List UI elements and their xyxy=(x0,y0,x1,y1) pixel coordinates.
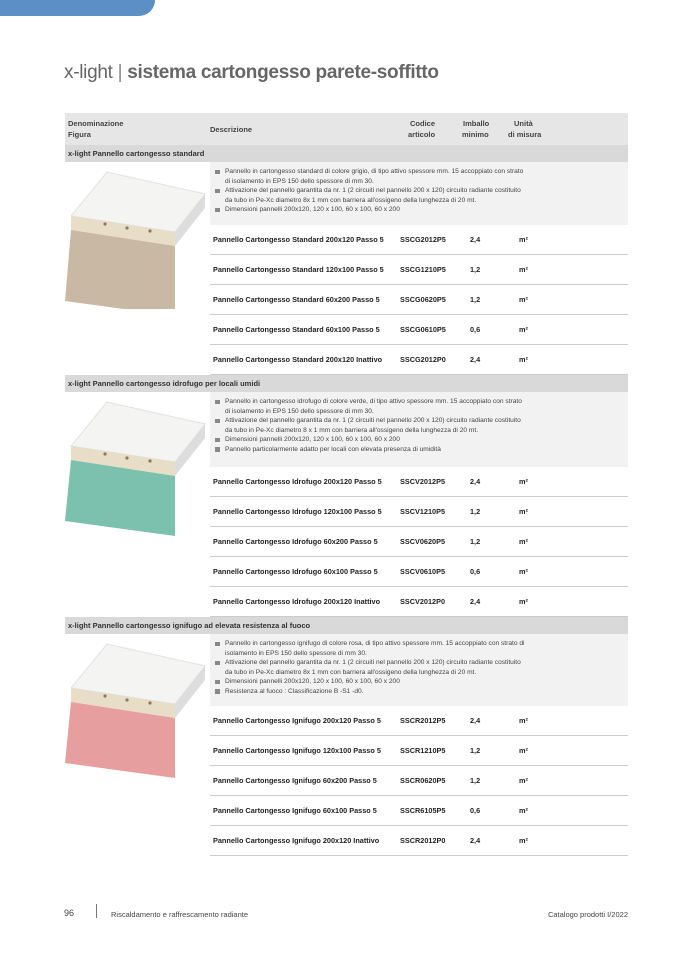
table-row xyxy=(210,497,628,527)
description-bullet: Dimensioni pannelli 200x120, 120 x 100, 60 x 100, 60 x 200 xyxy=(214,435,525,445)
product-pack: 2,4 xyxy=(470,355,481,364)
product-pack: 1,2 xyxy=(470,507,481,516)
table-row xyxy=(210,255,628,285)
header-tab xyxy=(0,0,155,16)
product-pack: 2,4 xyxy=(470,597,481,606)
description-bullet: Dimensioni pannelli 200x120, 120 x 100, 60 x 100, 60 x 200 xyxy=(214,677,525,687)
product-code: SSCV2012P0 xyxy=(400,597,446,606)
product-name: Pannello Cartongesso Standard 60x200 Passo 5 xyxy=(213,295,380,304)
table-row xyxy=(210,225,628,255)
product-section xyxy=(65,145,628,375)
product-name: Pannello Cartongesso Ignifugo 60x100 Passo 5 xyxy=(213,806,377,815)
col-code-1: Codice xyxy=(410,119,436,128)
product-name: Pannello Cartongesso Standard 200x120 Inattivo xyxy=(213,355,383,364)
panel-image xyxy=(65,166,210,309)
col-unit-1: Unità xyxy=(514,119,533,128)
table-row xyxy=(210,345,628,375)
product-code: SSCG0610P5 xyxy=(400,325,446,334)
product-pack: 0,6 xyxy=(470,325,481,334)
table-row xyxy=(210,736,628,766)
product-pack: 2,4 xyxy=(470,235,481,244)
table-row xyxy=(210,587,628,617)
product-name: Pannello Cartongesso Idrofugo 200x120 Inattivo xyxy=(213,597,381,606)
product-unit: m² xyxy=(519,716,528,725)
product-unit: m² xyxy=(519,295,528,304)
product-unit: m² xyxy=(519,235,528,244)
product-unit: m² xyxy=(519,265,528,274)
section-description-row xyxy=(65,392,628,467)
product-pack: 2,4 xyxy=(470,477,481,486)
product-name: Pannello Cartongesso Ignifugo 120x100 Passo 5 xyxy=(213,746,381,755)
table-row xyxy=(210,315,628,345)
col-description: Descrizione xyxy=(210,125,253,134)
table-row xyxy=(210,826,628,856)
product-section xyxy=(65,617,628,856)
col-name-2: Figura xyxy=(68,130,91,139)
title-separator: | xyxy=(117,62,123,83)
description-bullet: Pannello in cartongesso ignifugo di colore rosa, di tipo attivo spessore mm. 15 accoppiato con strato di isolamento in EPS 150 dello spessore di mm 30. xyxy=(214,639,525,658)
section-heading: x-light Pannello cartongesso idrofugo per locali umidi xyxy=(65,375,628,392)
product-pack: 1,2 xyxy=(470,265,481,274)
table-row xyxy=(210,467,628,497)
product-unit: m² xyxy=(519,836,528,845)
product-code: SSCR2012P5 xyxy=(400,716,446,725)
product-unit: m² xyxy=(519,746,528,755)
product-unit: m² xyxy=(519,806,528,815)
description-bullet: Attivazione del pannello garantita da nr. 1 (2 circuiti nel pannello 200 x 120) circuito radiante costituito da tubo in Pe-Xc diametro 8x 1 mm con barriera all'ossigeno della lunghezza di 20 mt. xyxy=(214,186,525,205)
table-row xyxy=(210,285,628,315)
product-code: SSCG2012P5 xyxy=(400,235,446,244)
col-unit-2: di misura xyxy=(508,130,542,139)
product-unit: m² xyxy=(519,507,528,516)
col-code-2: articolo xyxy=(408,130,436,139)
product-name: Pannello Cartongesso Idrofugo 120x100 Passo 5 xyxy=(213,507,382,516)
page-title xyxy=(64,62,439,84)
footer-catalog: Catalogo prodotti I/2022 xyxy=(547,910,628,919)
section-description-row xyxy=(65,634,628,706)
section-description-row xyxy=(65,162,628,225)
table-row xyxy=(210,527,628,557)
panel-figure xyxy=(65,634,210,706)
product-code: SSCR6105P5 xyxy=(400,806,446,815)
description-bullet: Pannello in cartongesso standard di colore grigio, di tipo attivo spessore mm. 15 accoppiato con strato di isolamento in EPS 150 dello spessore di mm 30. xyxy=(214,167,525,186)
product-pack: 0,6 xyxy=(470,806,481,815)
description-bullet: Pannello in cartongesso idrofugo di colore verde, di tipo attivo spessore mm. 15 accoppiato con strato di isolamento in EPS 150 dello spessore di mm 30. xyxy=(214,397,525,416)
table-row xyxy=(210,796,628,826)
panel-figure xyxy=(65,162,210,225)
product-pack: 0,6 xyxy=(470,567,481,576)
col-pack-1: Imballo xyxy=(463,119,490,128)
table-row xyxy=(210,706,628,736)
title-subtitle: sistema cartongesso parete-soffitto xyxy=(127,62,439,83)
panel-image xyxy=(65,638,210,790)
description-bullet: Resistenza al fuoco : Classificazione B -S1 -d0. xyxy=(214,687,525,697)
product-code: SSCV0610P5 xyxy=(400,567,446,576)
panel-figure xyxy=(65,392,210,467)
section-heading: x-light Pannello cartongesso standard xyxy=(65,145,628,162)
product-pack: 1,2 xyxy=(470,776,481,785)
product-code: SSCG0620P5 xyxy=(400,295,446,304)
page-number: 96 xyxy=(64,908,75,918)
table-row xyxy=(210,766,628,796)
product-unit: m² xyxy=(519,776,528,785)
product-name: Pannello Cartongesso Ignifugo 200x120 Inattivo xyxy=(213,836,380,845)
product-name: Pannello Cartongesso Idrofugo 60x200 Passo 5 xyxy=(213,537,378,546)
product-unit: m² xyxy=(519,355,528,364)
title-brand: x-light xyxy=(64,62,113,83)
product-pack: 1,2 xyxy=(470,295,481,304)
product-unit: m² xyxy=(519,477,528,486)
product-name: Pannello Cartongesso Idrofugo 60x100 Passo 5 xyxy=(213,567,378,576)
product-name: Pannello Cartongesso Ignifugo 60x200 Passo 5 xyxy=(213,776,377,785)
product-pack: 1,2 xyxy=(470,537,481,546)
product-name: Pannello Cartongesso Idrofugo 200x120 Passo 5 xyxy=(213,477,382,486)
product-unit: m² xyxy=(519,597,528,606)
table-row xyxy=(210,557,628,587)
col-pack-2: minimo xyxy=(462,130,489,139)
col-name-1: Denominazione xyxy=(68,119,124,128)
product-unit: m² xyxy=(519,567,528,576)
product-code: SSCV0620P5 xyxy=(400,537,446,546)
product-code: SSCV2012P5 xyxy=(400,477,446,486)
product-code: SSCR2012P0 xyxy=(400,836,446,845)
product-name: Pannello Cartongesso Standard 120x100 Passo 5 xyxy=(213,265,384,274)
product-code: SSCG2012P0 xyxy=(400,355,446,364)
product-unit: m² xyxy=(519,537,528,546)
section-heading: x-light Pannello cartongesso ignifugo ad elevata resistenza al fuoco xyxy=(65,617,628,634)
product-code: SSCR1210P5 xyxy=(400,746,446,755)
table-header xyxy=(65,113,628,145)
panel-image xyxy=(65,396,210,551)
product-code: SSCV1210P5 xyxy=(400,507,446,516)
product-name: Pannello Cartongesso Standard 200x120 Passo 5 xyxy=(213,235,384,244)
description-bullet: Attivazione del pannello garantita da nr. 1 (2 circuiti nel pannello 200 x 120) circuito radiante costituito da tubo in Pe-Xc diametro 8x 1 mm con barriera all'ossigeno della lunghezza di 20 mt. xyxy=(214,658,525,677)
product-table xyxy=(65,113,628,856)
product-code: SSCR0620P5 xyxy=(400,776,446,785)
section-description xyxy=(210,162,628,225)
description-bullet: Dimensioni pannelli 200x120, 120 x 100, 60 x 100, 60 x 200 xyxy=(214,205,525,215)
footer-section: Riscaldamento e raffrescamento radiante xyxy=(111,910,249,919)
description-bullet: Pannello particolarmente adatto per locali con elevata presenza di umidità xyxy=(214,445,525,455)
section-description xyxy=(210,392,628,467)
product-code: SSCG1210P5 xyxy=(400,265,446,274)
footer-divider xyxy=(96,904,97,918)
product-section xyxy=(65,375,628,617)
description-bullet: Attivazione del pannello garantita da nr. 1 (2 circuiti nel pannello 200 x 120) circuito radiante costituito da tubo in Pe-Xc diametro 8 x 1 mm con barriera all'ossigeno della lunghezza di 20 mt. xyxy=(214,416,525,435)
section-description xyxy=(210,634,628,706)
product-name: Pannello Cartongesso Ignifugo 200x120 Passo 5 xyxy=(213,716,381,725)
product-unit: m² xyxy=(519,325,528,334)
product-pack: 2,4 xyxy=(470,716,481,725)
product-pack: 1,2 xyxy=(470,746,481,755)
product-pack: 2,4 xyxy=(470,836,481,845)
product-name: Pannello Cartongesso Standard 60x100 Passo 5 xyxy=(213,325,380,334)
